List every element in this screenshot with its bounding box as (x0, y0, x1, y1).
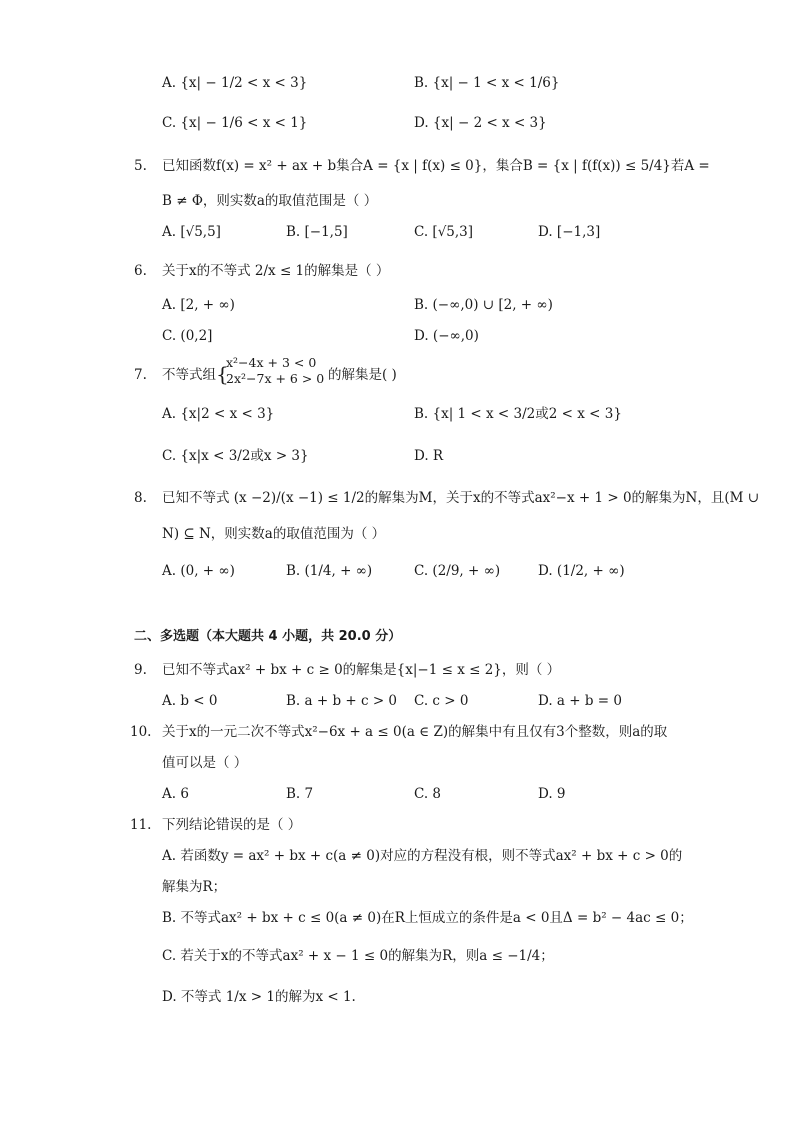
q7-stem-suffix: 的解集是( ) (328, 367, 397, 383)
q7-brace: { (216, 362, 229, 386)
q5-option-c: C. [√5,3] (414, 224, 474, 240)
q9-option-c: C. c > 0 (414, 693, 469, 709)
q7-option-a: A. {x|2 < x < 3} (162, 406, 275, 422)
q6-option-d: D. (−∞,0) (414, 328, 479, 344)
q8-option-d: D. (1/2, + ∞) (538, 563, 625, 579)
q5-number: 5. (134, 158, 147, 174)
q9-option-a: A. b < 0 (162, 693, 218, 709)
q7-option-c: C. {x|x < 3/2或x > 3} (162, 448, 309, 464)
q10-number: 10. (130, 724, 152, 740)
q7-number: 7. (134, 367, 147, 383)
q8-option-a: A. (0, + ∞) (162, 563, 235, 579)
q10-stem-line1: 关于x的一元二次不等式x²−6x + a ≤ 0(a ∈ Z)的解集中有且仅有3个整数，则a的取 (162, 724, 668, 740)
q8-stem-line1: 已知不等式 (x −2)/(x −1) ≤ 1/2的解集为M，关于x的不等式ax²−x + 1 > 0的解集为N，且(M ∪ (162, 490, 760, 506)
q11-option-c: C. 若关于x的不等式ax² + x − 1 ≤ 0的解集为R，则a ≤ −1/4； (162, 948, 554, 964)
q10-stem-line2: 值可以是（ ） (162, 755, 248, 771)
q5-option-b: B. [−1,5] (286, 224, 348, 240)
q10-option-a: A. 6 (162, 786, 189, 802)
q7-system-line1: x²−4x + 3 < 0 (226, 355, 317, 370)
q8-option-c: C. (2/9, + ∞) (414, 563, 501, 579)
section-heading-multiple-choice: 二、多选题（本大题共 4 小题，共 20.0 分） (134, 629, 402, 644)
q4-option-b: B. {x| − 1 < x < 1/6} (414, 75, 560, 91)
q4-option-c: C. {x| − 1/6 < x < 1} (162, 115, 308, 131)
q10-option-c: C. 8 (414, 786, 442, 802)
q5-stem-line2: B ≠ Φ，则实数a的取值范围是（ ） (162, 193, 378, 209)
q6-option-c: C. (0,2] (162, 328, 213, 344)
q4-option-a: A. {x| − 1/2 < x < 3} (162, 75, 308, 91)
q5-option-a: A. [√5,5] (162, 224, 221, 240)
q11-option-a-line1: A. 若函数y = ax² + bx + c(a ≠ 0)对应的方程没有根，则不等式ax² + bx + c > 0的 (162, 848, 683, 864)
q7-system-line2: 2x²−7x + 6 > 0 (226, 371, 325, 386)
q9-number: 9. (134, 662, 147, 678)
q7-stem-prefix: 不等式组 (162, 367, 216, 383)
q4-option-d: D. {x| − 2 < x < 3} (414, 115, 547, 131)
q7-option-b: B. {x| 1 < x < 3/2或2 < x < 3} (414, 406, 622, 422)
q8-option-b: B. (1/4, + ∞) (286, 563, 373, 579)
q5-option-d: D. [−1,3] (538, 224, 601, 240)
q9-option-b: B. a + b + c > 0 (286, 693, 398, 709)
q11-option-d: D. 不等式 1/x > 1的解为x < 1. (162, 989, 356, 1005)
q10-option-b: B. 7 (286, 786, 314, 802)
q9-option-d: D. a + b = 0 (538, 693, 622, 709)
q11-stem: 下列结论错误的是（ ） (162, 817, 302, 833)
q6-option-a: A. [2, + ∞) (162, 297, 235, 313)
q11-option-a-line2: 解集为R； (162, 879, 227, 895)
q9-stem: 已知不等式ax² + bx + c ≥ 0的解集是{x|−1 ≤ x ≤ 2}，则（ ） (162, 662, 561, 678)
q7-option-d: D. R (414, 448, 444, 464)
q8-stem-line2: N) ⊆ N，则实数a的取值范围为（ ） (162, 526, 386, 542)
q11-option-b: B. 不等式ax² + bx + c ≤ 0(a ≠ 0)在R上恒成立的条件是a < 0且Δ = b² − 4ac ≤ 0； (162, 910, 693, 926)
q11-number: 11. (130, 817, 152, 833)
q8-number: 8. (134, 490, 147, 506)
q6-number: 6. (134, 263, 147, 279)
q10-option-d: D. 9 (538, 786, 566, 802)
q5-stem-line1: 已知函数f(x) = x² + ax + b集合A = {x | f(x) ≤ 0}，集合B = {x | f(f(x)) ≤ 5/4}若A = (162, 158, 710, 174)
q6-option-b: B. (−∞,0) ∪ [2, + ∞) (414, 297, 553, 313)
q6-stem: 关于x的不等式 2/x ≤ 1的解集是（ ） (162, 263, 390, 279)
